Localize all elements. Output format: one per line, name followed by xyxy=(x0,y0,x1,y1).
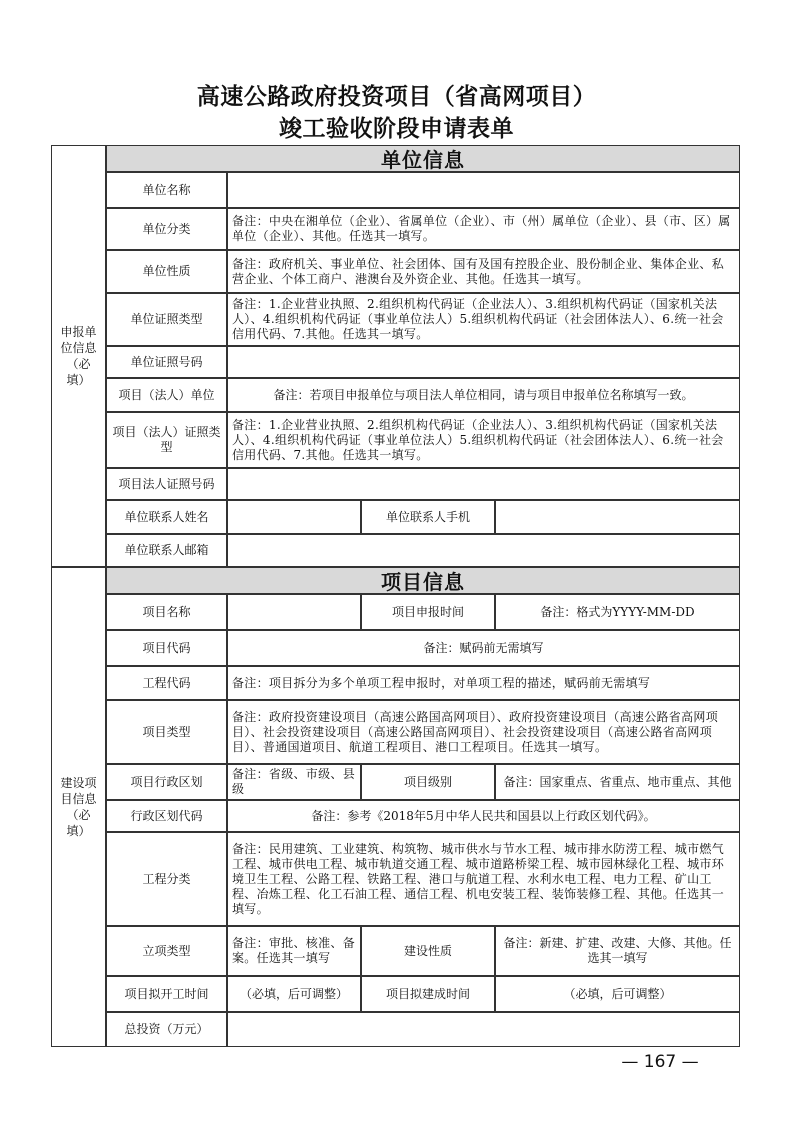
contact-email-field[interactable] xyxy=(227,534,740,567)
planned-finish-label: 项目拟建成时间 xyxy=(361,976,495,1012)
project-type-label: 项目类型 xyxy=(106,700,227,764)
contact-email-label: 单位联系人邮箱 xyxy=(106,534,227,567)
total-investment-field[interactable] xyxy=(227,1012,740,1047)
contact-name-field[interactable] xyxy=(227,500,361,534)
region-code-field[interactable]: 备注：参考《2018年5月中华人民共和国县以上行政区划代码》。 xyxy=(227,800,740,832)
region-code-label: 行政区划代码 xyxy=(106,800,227,832)
form-title-line2: 竣工验收阶段申请表单 xyxy=(279,116,514,142)
project-name-label: 项目名称 xyxy=(106,594,227,630)
unit-nature-field[interactable]: 备注：政府机关、事业单位、社会团体、国有及国有控股企业、股份制企业、集体企业、私营企业、个体工商户、港澳台及外资企业、其他。任选其一填写。 xyxy=(227,250,740,293)
unit-name-label: 单位名称 xyxy=(106,172,227,208)
approval-type-field[interactable]: 备注：审批、核准、备案。任选其一填写 xyxy=(227,926,361,976)
project-section-header: 项目信息 xyxy=(106,567,740,594)
planned-finish-field[interactable]: （必填，后可调整） xyxy=(495,976,740,1012)
project-section-side-label: 建设项目信息（必填） xyxy=(51,567,106,1047)
legal-cert-number-field[interactable] xyxy=(227,468,740,500)
declare-time-field[interactable]: 备注：格式为YYYY-MM-DD xyxy=(495,594,740,630)
construction-nature-label: 建设性质 xyxy=(361,926,495,976)
unit-section-header: 单位信息 xyxy=(106,145,740,172)
total-investment-label: 总投资（万元） xyxy=(106,1012,227,1047)
cert-number-field[interactable] xyxy=(227,346,740,378)
legal-cert-number-label: 项目法人证照号码 xyxy=(106,468,227,500)
engineering-code-field[interactable]: 备注：项目拆分为多个单项工程申报时，对单项工程的描述，赋码前无需填写 xyxy=(227,666,740,700)
approval-type-label: 立项类型 xyxy=(106,926,227,976)
admin-region-label: 项目行政区划 xyxy=(106,764,227,800)
cert-number-label: 单位证照号码 xyxy=(106,346,227,378)
engineering-class-label: 工程分类 xyxy=(106,832,227,926)
planned-start-label: 项目拟开工时间 xyxy=(106,976,227,1012)
admin-region-field[interactable]: 备注：省级、市级、县级 xyxy=(227,764,361,800)
project-level-label: 项目级别 xyxy=(361,764,495,800)
contact-name-label: 单位联系人姓名 xyxy=(106,500,227,534)
legal-cert-type-field[interactable]: 备注：1.企业营业执照、2.组织机构代码证（企业法人）、3.组织机构代码证（国家机关法人）、4.组织机构代码证（事业单位法人）5.组织机构代码证（社会团体法人）、6.统一社会信用代码、7.其他。任选其一填写。 xyxy=(227,412,740,468)
contact-phone-label: 单位联系人手机 xyxy=(361,500,495,534)
project-code-label: 项目代码 xyxy=(106,630,227,666)
cert-type-label: 单位证照类型 xyxy=(106,293,227,346)
unit-section-side-label: 申报单位信息（必填） xyxy=(51,145,106,567)
legal-unit-field[interactable]: 备注：若项目申报单位与项目法人单位相同，请与项目申报单位名称填写一致。 xyxy=(227,378,740,412)
project-name-field[interactable] xyxy=(227,594,361,630)
project-level-field[interactable]: 备注：国家重点、省重点、地市重点、其他 xyxy=(495,764,740,800)
legal-cert-type-label: 项目（法人）证照类型 xyxy=(106,412,227,468)
unit-name-field[interactable] xyxy=(227,172,740,208)
contact-phone-field[interactable] xyxy=(495,500,740,534)
unit-nature-label: 单位性质 xyxy=(106,250,227,293)
declare-time-label: 项目申报时间 xyxy=(361,594,495,630)
application-form xyxy=(51,145,740,1047)
page-number: — 167 — xyxy=(621,1052,699,1072)
legal-unit-label: 项目（法人）单位 xyxy=(106,378,227,412)
project-type-field[interactable]: 备注：政府投资建设项目（高速公路国高网项目）、政府投资建设项目（高速公路省高网项目）、社会投资建设项目（高速公路国高网项目）、社会投资建设项目（高速公路省高网项目）、普通国道项目、航道工程项目、港口工程项目。任选其一填写。 xyxy=(227,700,740,764)
planned-start-field[interactable]: （必填，后可调整） xyxy=(227,976,361,1012)
construction-nature-field[interactable]: 备注：新建、扩建、改建、大修、其他。任选其一填写 xyxy=(495,926,740,976)
project-code-field[interactable]: 备注：赋码前无需填写 xyxy=(227,630,740,666)
engineering-class-field[interactable]: 备注：民用建筑、工业建筑、构筑物、城市供水与节水工程、城市排水防涝工程、城市燃气工程、城市供电工程、城市轨道交通工程、城市道路桥梁工程、城市园林绿化工程、城市环境卫生工程、公路工程、铁路工程、港口与航道工程、水利水电工程、电力工程、矿山工程、冶炼工程、化工石油工程、通信工程、机电安装工程、装饰装修工程、其他。任选其一填写。 xyxy=(227,832,740,926)
form-title-line1: 高速公路政府投资项目（省高网项目） xyxy=(196,84,597,110)
unit-category-label: 单位分类 xyxy=(106,208,227,250)
engineering-code-label: 工程代码 xyxy=(106,666,227,700)
unit-category-field[interactable]: 备注：中央在湘单位（企业）、省属单位（企业）、市（州）属单位（企业）、县（市、区）属单位（企业）、其他。任选其一填写。 xyxy=(227,208,740,250)
cert-type-field[interactable]: 备注：1.企业营业执照、2.组织机构代码证（企业法人）、3.组织机构代码证（国家机关法人）、4.组织机构代码证（事业单位法人）5.组织机构代码证（社会团体法人）、6.统一社会信用代码、7.其他。任选其一填写。 xyxy=(227,293,740,346)
